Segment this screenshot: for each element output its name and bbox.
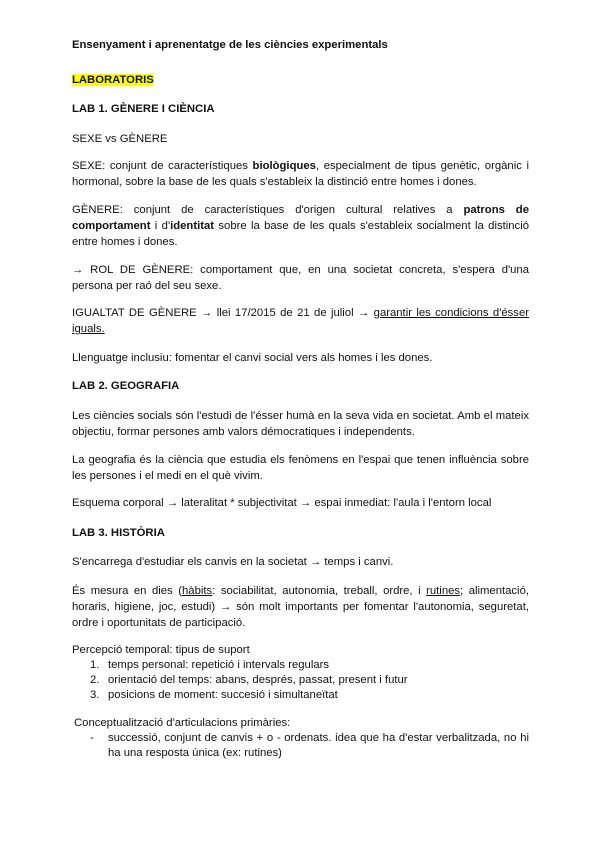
percepcio-list <box>72 658 529 703</box>
section-label <box>72 72 529 88</box>
concept-title: Conceptualització d'articulacions primàries: <box>74 717 291 729</box>
genere-definition <box>72 202 529 250</box>
list-item-number: 1. <box>90 659 100 671</box>
section-label-highlight: LABORATORIS <box>72 74 154 86</box>
sexe-text-a: SEXE: conjunt de característiques <box>72 160 253 172</box>
list-item <box>72 688 529 703</box>
mesura-text-a: És mesura en dies ( <box>72 585 182 597</box>
lab3-heading: LAB 3. HISTÒRIA <box>72 527 165 539</box>
lab2-heading: LAB 2. GEOGRAFIA <box>72 380 180 392</box>
concept-list <box>72 731 529 761</box>
genere-text-bold-2: identitat <box>170 220 215 232</box>
lab3-mesura <box>72 583 529 631</box>
rol-genere: → ROL DE GÈNERE: comportament que, en una societat concreta, s'espera d'una persona per raó del seu sexe. <box>72 264 529 292</box>
igualtat-genere <box>72 305 529 337</box>
lab2-paragraph-3: Esquema corporal → lateralitat * subjectivitat → espai inmediat: l'aula i l'entorn local <box>72 497 492 509</box>
list-item-bullet: - <box>90 732 94 744</box>
list-item-number: 2. <box>90 674 100 686</box>
list-item <box>72 731 529 761</box>
document-title: Ensenyament i aprenentatge de les ciències experimentals <box>72 39 388 51</box>
list-item-text: orientació del temps: abans, després, passat, present i futur <box>108 674 408 686</box>
mesura-text-c: : sociabilitat, autonomia, treball, ordre, i <box>212 585 427 597</box>
lab2-paragraph-1: Les ciències socials són l'estudi de l'ésser humà en la seva vida en societat. Amb el mateix objectiu, formar persones amb valors démocratiques i independents. <box>72 410 529 438</box>
lab3-paragraph-1: S'encarrega d'estudiar els canvis en la societat → temps i canvi. <box>72 556 394 568</box>
genere-text-bold-1: patrons de comportament <box>72 204 529 232</box>
genere-text-c: i d' <box>150 220 171 232</box>
sexe-text-bold: biològiques <box>252 160 316 172</box>
mesura-text-e: ; alimentació, horaris, higiene, joc, estudi) → són molt importants per fomentar l'autonomia, seguretat, ordre i oportunitats de participació. <box>72 585 529 629</box>
list-item <box>72 673 529 688</box>
genere-text-a: GÈNERE: conjunt de característiques d'origen cultural relatives a <box>72 204 464 216</box>
list-item-text: successió, conjunt de canvis + o - ordenats. idea que ha d'estar verbalitzada, no hi ha una resposta única (ex: rutines) <box>108 732 529 759</box>
sexe-text-c: , especialment de tipus genètic, orgànic i hormonal, sobre la base de les quals s'estableix la distinció entre homes i dones. <box>72 160 529 188</box>
list-item <box>72 658 529 673</box>
mesura-underlined-rutines: rutines <box>426 585 461 597</box>
igualtat-text-a: IGUALTAT DE GÈNERE → llei 17/2015 de 21 de juliol → <box>72 307 374 319</box>
percepcio-title: Percepció temporal: tipus de suport <box>72 644 250 656</box>
mesura-underlined-habits: hàbits <box>182 585 213 597</box>
lab1-subtitle: SEXE vs GÈNERE <box>72 133 168 145</box>
list-item-text: posicions de moment: succesió i simultaneïtat <box>108 689 338 701</box>
igualtat-underlined: garantir les condicions d'ésser iguals. <box>72 307 529 335</box>
sexe-definition <box>72 158 529 190</box>
list-item-number: 3. <box>90 689 100 701</box>
list-item-text: temps personal: repetició i intervals regulars <box>108 659 330 671</box>
lab1-heading: LAB 1. GÈNERE I CIÈNCIA <box>72 103 215 115</box>
genere-text-e: sobre la base de les quals s'estableix socialment la distinció entre homes i dones. <box>72 220 529 248</box>
lab2-paragraph-2: La geografia és la ciència que estudia els fenòmens en l'espai que tenen influència sobre les persones i el medi en el què vivim. <box>72 454 529 482</box>
llenguatge-inclusiu: Llenguatge inclusiu: fomentar el canvi social vers als homes i les dones. <box>72 352 433 364</box>
